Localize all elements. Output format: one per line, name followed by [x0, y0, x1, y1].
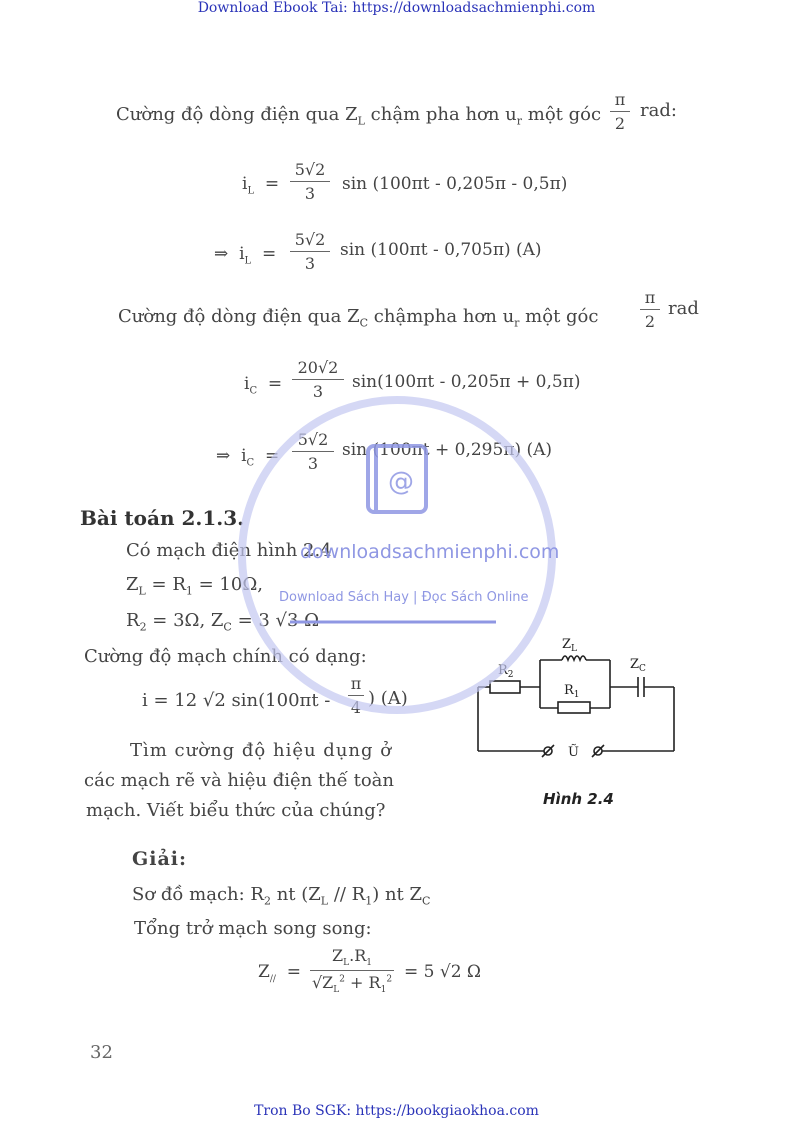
fraction-pi-2: π 2 [610, 90, 630, 133]
problem-line-6: Tìm cường độ hiệu dụng ở [130, 740, 393, 761]
footer-link[interactable]: Tron Bo SGK: https://bookgiaokhoa.com [254, 1103, 539, 1119]
z-parallel-rhs: = 5 √2 Ω [404, 962, 482, 982]
eq1-fraction: 5√2 3 [290, 160, 330, 203]
problem-line-8: mạch. Viết biểu thức của chúng? [86, 800, 386, 821]
label-u: Ũ [568, 745, 579, 760]
problem-line-3: $R_2 = 3\Omega$, $Z_C = 3$ √3 Ω [126, 610, 320, 634]
z-parallel-lhs: $Z_{//}$ = [258, 962, 301, 985]
solution-line-2: Tổng trở mạch song song: [134, 918, 372, 939]
label-r1: $R_1$ [564, 683, 580, 700]
problem-line-4: Cường độ mạch chính có dạng: [84, 646, 367, 667]
z-parallel-fraction: $Z_L.R_1$ $√Z_L^2 + R_1^2$ [311, 946, 393, 996]
label-r2: $R_2$ [498, 663, 514, 680]
label-zc: $Z_C$ [630, 657, 646, 674]
page-number: 32 [90, 1042, 113, 1063]
unit-rad: rad: [640, 100, 677, 121]
resistor-r1 [558, 702, 590, 713]
problem-line-7: các mạch rẽ và hiệu điện thế toàn [84, 770, 394, 791]
circuit-diagram [470, 630, 690, 770]
current-eq-lhs: i = 12 √2 sin(100πt - [142, 690, 331, 711]
problem-line-2: $Z_L = R_1 = 10\Omega$, [126, 574, 263, 598]
eq3-rhs: sin(100πt - 0,205π + 0,5π) [352, 372, 581, 392]
label-zl: $Z_L$ [562, 637, 578, 654]
solution-line-1: Sơ đồ mạch: $R_2$ nt $(Z_L // R_1)$ nt $Z_C$ [132, 884, 431, 908]
eq1-rhs: sin (100πt - 0,205π - 0,5π) [342, 174, 568, 194]
eq4-rhs: sin (100πt + 0,295π) (A) [342, 440, 553, 460]
solution-heading: Giải: [132, 848, 187, 870]
current-eq-fraction: π 4 [348, 674, 364, 717]
unit-rad-2: rad [668, 298, 699, 319]
eq2-fraction: 5√2 3 [290, 230, 330, 273]
fraction-pi-2-b: π 2 [640, 288, 660, 331]
problem-line-1: Có mạch điện hình 2.4 [126, 540, 332, 561]
svg-text:@: @ [388, 467, 414, 497]
eq4-lhs: ⇒ $i_C$ = [216, 446, 280, 469]
eq3-lhs: $i_C$ = [244, 374, 283, 397]
eq1-lhs: $i_L$ = [242, 174, 280, 197]
current-eq-rhs: ) (A) [368, 688, 408, 709]
text-line-il-phase: Cường độ dòng điện qua $Z_L$ chậm pha hơn $u_r$ một góc [116, 104, 602, 128]
eq2-lhs: ⇒ $i_L$ = [214, 244, 277, 267]
eq3-fraction: 20√2 3 [292, 358, 344, 401]
header-link[interactable]: Download Ebook Tai: https://downloadsachmienphi.com [197, 0, 596, 16]
eq4-fraction: 5√2 3 [292, 430, 334, 473]
inductor-zl [562, 656, 586, 660]
eq2-rhs: sin (100πt - 0,705π) (A) [340, 240, 542, 260]
watermark-main-text: downloadsachmienphi.com [300, 541, 560, 563]
text-line-ic-phase: Cường độ dòng điện qua $Z_C$ chậmpha hơn $u_r$ một góc [118, 306, 599, 330]
problem-heading: Bài toán 2.1.3. [80, 506, 245, 530]
resistor-r2 [490, 681, 520, 693]
figure-caption: Hình 2.4 [543, 790, 614, 808]
watermark-tagline: Download Sách Hay | Đọc Sách Online [279, 590, 529, 605]
